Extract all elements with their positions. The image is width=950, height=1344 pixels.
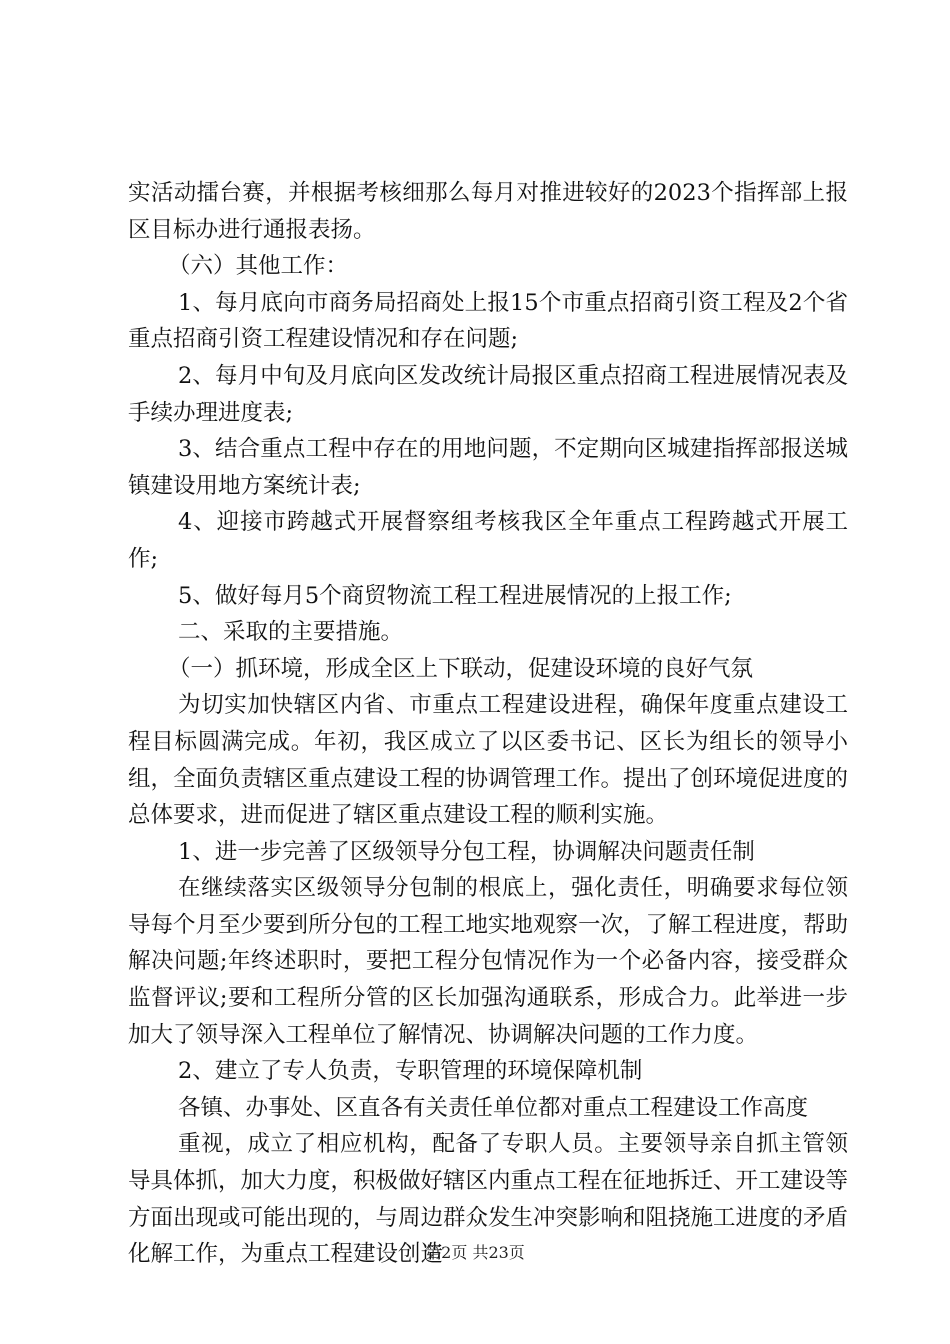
paragraph: 5、做好每月5个商贸物流工程工程进展情况的上报工作; bbox=[178, 582, 732, 609]
section-heading: （六）其他工作： bbox=[168, 253, 349, 280]
subsection-heading: 2、建立了专人负责，专职管理的环境保障机制 bbox=[178, 1058, 643, 1085]
paragraph: 实活动擂台赛，并根据考核细那么每月对推进较好的2023个指挥部上报区目标办进行通报表扬。 bbox=[128, 180, 848, 243]
paragraph: 1、每月底向市商务局招商处上报15个市重点招商引资工程及2个省重点招商引资工程建设情况和存在问题; bbox=[128, 289, 848, 353]
paragraph: 3、结合重点工程中存在的用地问题，不定期向区城建指挥部报送城镇建设用地方案统计表; bbox=[128, 436, 848, 499]
section-heading: 二、采取的主要措施。 bbox=[178, 619, 404, 646]
paragraph: 为切实加快辖区内省、市重点工程建设进程，确保年度重点建设工程目标圆满完成。年初，我区成立了以区委书记、区长为组长的领导小组，全面负责辖区重点建设工程的协调管理工作。提出了创环境促进度的总体要求，进而促进了辖区重点建设工程的顺利实施。 bbox=[128, 692, 849, 829]
paragraph: 2、每月中旬及月底向区发改统计局报区重点招商工程进展情况表及手续办理进度表; bbox=[128, 362, 848, 426]
paragraph: 4、迎接市跨越式开展督察组考核我区全年重点工程跨越式开展工作; bbox=[128, 509, 848, 572]
paragraph: 各镇、办事处、区直各有关责任单位都对重点工程建设工作高度 bbox=[178, 1094, 809, 1121]
document-body bbox=[128, 175, 848, 1273]
section-heading: （一）抓环境，形成全区上下联动，促建设环境的良好气氛 bbox=[168, 655, 754, 682]
paragraph: 重视，成立了相应机构，配备了专职人员。主要领导亲自抓主管领导具体抓，加大力度，积极做好辖区内重点工程在征地拆迁、开工建设等方面出现或可能出现的，与周边群众发生冲突影响和阻挠施工进度的矛盾化解工作，为重点工程建设创造 bbox=[128, 1131, 849, 1268]
subsection-heading: 1、进一步完善了区级领导分包工程，协调解决问题责任制 bbox=[178, 838, 755, 865]
paragraph: 在继续落实区级领导分包制的根底上，强化责任，明确要求每位领导每个月至少要到所分包的工程工地实地观察一次，了解工程进度，帮助解决问题;年终述职时，要把工程分包情况作为一个必备内容，接受群众监督评议;要和工程所分管的区长加强沟通联系，形成合力。此举进一步加大了领导深入工程单位了解情况、协调解决问题的工作力度。 bbox=[128, 875, 849, 1048]
page-number-footer: 第2页 共23页 bbox=[425, 1243, 525, 1262]
